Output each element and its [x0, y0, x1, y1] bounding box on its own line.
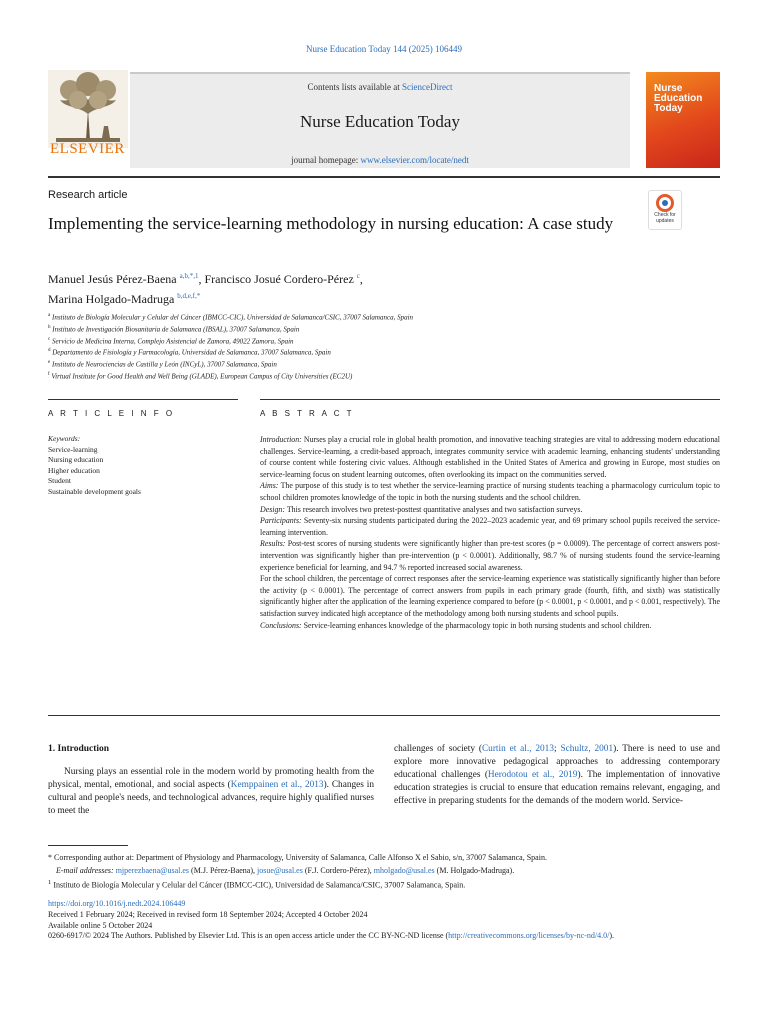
abstract-aims [260, 480, 720, 503]
contents-prefix: Contents lists available at [307, 82, 402, 92]
email-owner: (M.J. Pérez-Baena), [189, 865, 258, 875]
doi-link[interactable]: https://doi.org/10.1016/j.nedt.2024.106449 [48, 899, 186, 908]
article-title: Implementing the service-learning methodology in nursing education: A case study [48, 214, 614, 233]
homepage-prefix: journal homepage: [291, 155, 361, 165]
abstract-text: Nurses play a crucial role in global health promotion, and innovative teaching strategies are vital to addressing modern educational challenges. Service-learning, a credit-based approach, integrates community service with academic learning, enhancing students' understanding of course content while fostering civic values. Although established in the United States of America and growing in Europe, most studies on service-learning focus on student learning outcomes, often overlooking its impact on the communities served. [260, 435, 720, 479]
publication-info [48, 899, 720, 942]
keyword-item: Student [48, 476, 71, 485]
cover-title-line: Today [654, 103, 683, 114]
article-info-heading: A R T I C L E I N F O [48, 409, 175, 418]
body-column-left [48, 743, 374, 818]
affiliation-text: Instituto de Investigación Biosanitaria de Salamanca (IBSAL), 37007 Salamanca, Spain [52, 325, 300, 334]
abstract-results [260, 538, 720, 573]
affiliation-mark: f [48, 372, 50, 378]
abstract-label: Participants: [260, 516, 302, 526]
abstract-label: Design: [260, 504, 285, 514]
affiliation-mark: a [48, 313, 51, 318]
affiliation-item [48, 311, 718, 323]
abstract-divider [260, 399, 720, 400]
author-name[interactable]: Marina Holgado-Madruga [48, 292, 175, 306]
author-list [48, 268, 688, 308]
footnote-text: Corresponding author at: Department of Physiology and Pharmacology, University of Salamanca, Calle Alfonso X el Sabio, s/n, 37007 Salamanca, Spain. [52, 853, 547, 862]
body-text: challenges of society ( [394, 744, 482, 754]
footnote-text: Instituto de Biología Molecular y Celular del Cáncer (IBMCC-CIC), Universidad de Salamanca/CSIC, 37007 Salamanca, Spain. [51, 880, 466, 890]
email-link[interactable]: josue@usal.es [257, 865, 303, 875]
keywords-list [48, 434, 238, 497]
body-text: ). Changes in cultural and people's needs, and technological advances, require highly qualified nurses to meet the [48, 780, 374, 816]
affiliation-text: Instituto de Biología Molecular y Celular del Cáncer (IBMCC-CIC), Universidad de Salamanca/CSIC, 37007 Salamanca, Spain [51, 313, 414, 322]
crossmark-label-line: updates [656, 218, 674, 224]
abstract-text: This research involves two pretest-posttest quantitative analyses and two satisfaction surveys. [284, 504, 583, 514]
journal-masthead [48, 70, 720, 180]
affiliation-item [48, 358, 718, 370]
email-label: E-mail addresses: [56, 865, 114, 875]
elsevier-logo[interactable] [48, 70, 128, 170]
affiliation-mark: e [48, 360, 51, 366]
abstract-label: Aims: [260, 481, 279, 491]
affiliation-item [48, 370, 718, 382]
journal-banner [130, 72, 630, 168]
affiliation-text: Servicio de Medicina Interna, Complejo Asistencial de Zamora, 49022 Zamora, Spain [51, 336, 294, 345]
affiliation-mark: c [48, 336, 51, 342]
abstract-text: Seventy-six nursing students participated during the 2022–2023 academic year, and 69 primary school pupils received the service-learning intervention. [260, 516, 720, 537]
affiliation-item [48, 346, 718, 358]
crossmark-label-line: Check for [654, 212, 676, 218]
body-column-right [394, 743, 720, 808]
abstract-design [260, 504, 720, 516]
abstract-introduction [260, 434, 720, 480]
article-type: Research article [48, 189, 128, 201]
footnote-mark: 1 [48, 879, 52, 886]
body-text: ). There is need to use and explore more innovative pedagogical approaches to addressing contemporary educational challenges ( [394, 744, 720, 780]
affiliation-item [48, 335, 718, 347]
license-text: 0260-6917/© 2024 The Authors. Published by Elsevier Ltd. This is an open access article under the CC BY-NC-ND license ( [48, 931, 449, 941]
keyword-item: Service-learning [48, 444, 98, 454]
homepage-link[interactable]: www.elsevier.com/locate/nedt [360, 155, 469, 165]
affiliation-list [48, 311, 718, 382]
body-text: ; [553, 744, 561, 754]
keywords-label: Keywords: [48, 434, 81, 443]
cover-title [654, 84, 702, 114]
abstract-text: Service-learning enhances knowledge of the pharmacology topic in both nursing students and school children. [301, 620, 652, 630]
footnotes [48, 852, 720, 892]
citation-link[interactable]: Curtin et al., 2013 [481, 744, 554, 754]
keyword-item: Nursing education [48, 455, 104, 464]
footnote-mark: * [48, 853, 52, 862]
corresponding-author-note [48, 852, 720, 864]
abstract-conclusions [260, 620, 720, 632]
abstract-text: The purpose of this study is to test whether the service-learning practice of nursing students teaching a pharmacology curriculum topic to school children promotes knowledge of the topic in both the nursing students and the school children. [260, 481, 720, 502]
online-date: Available online 5 October 2024 [48, 920, 153, 930]
abstract-results-continued: For the school children, the percentage of correct responses after the service-learning experience was statistically significantly higher than before the activity (p < 0.0001). The percentage of correct answers from pupils in each primary grade (fourth, fifth, and sixth) was statistically significantly higher after the application of the learning experience compared to before (p < 0.0001, p < 0.0001, and p < 0.001, respectively). The satisfaction survey indicated high acceptance of the methodology among both nursing students and school pupils. [260, 574, 720, 618]
crossmark-icon [656, 194, 674, 212]
email-owner: (F.J. Cordero-Pérez), [302, 865, 374, 875]
section-title: 1. Introduction [48, 744, 110, 754]
abstract-body [260, 434, 720, 631]
affiliation-text: Instituto de Neurociencias de Castilla y León (INCyL), 37007 Salamanca, Spain [51, 360, 277, 369]
citation-link[interactable]: Kemppainen et al., 2013 [230, 780, 324, 790]
journal-citation[interactable]: Nurse Education Today 144 (2025) 106449 [306, 44, 462, 54]
author-affiliation-marks[interactable]: a,b,*,1 [179, 272, 199, 280]
license-statement [48, 931, 720, 942]
abstract-text: Post-test scores of nursing students were significantly higher than pre-test scores (p = 0.0009). The percentage of correct answers post-intervention was significantly higher than pre-intervention (p < 0.0001). Additionally, 98.7 % of nursing students found the service-learning experience beneficial for learning, and 94.7 % reported increased social awareness. [260, 539, 720, 572]
citation-link[interactable]: Schultz, 2001 [560, 744, 614, 754]
email-owner: (M. Holgado-Madruga). [434, 865, 515, 875]
abstract-heading: A B S T R A C T [260, 409, 354, 418]
elsevier-tree-icon [48, 70, 128, 148]
affiliation-text: Virtual Institute for Good Health and Well Being (GLADE), European Campus of City Universities (EC2U) [51, 372, 353, 381]
affiliation-mark: b [48, 324, 51, 330]
affiliation-mark: d [48, 348, 51, 354]
author-separator: , [359, 272, 363, 286]
body-paragraph [394, 743, 720, 808]
affiliation-item [48, 323, 718, 335]
license-link[interactable]: http://creativecommons.org/licenses/by-nc-nd/4.0/ [448, 931, 610, 941]
header-divider [48, 176, 720, 178]
journal-name: Nurse Education Today [300, 112, 460, 131]
body-text: ). The implementation of innovative education strategies is crucial to ensure that education remains relevant, engaging, and effective in preparing students for the demands of the modern world. Service- [394, 770, 720, 806]
abstract-label: Introduction: [260, 435, 302, 444]
author-affiliation-marks[interactable]: b,d,e,f,* [177, 292, 201, 300]
sciencedirect-link[interactable]: ScienceDirect [402, 82, 453, 92]
body-text: Nursing plays an essential role in the modern world by promoting health from the physical, mental, emotional, and social aspects ( [48, 767, 374, 790]
journal-cover-thumbnail[interactable] [646, 72, 720, 168]
affiliation-text: Departamento de Fisiología y Farmacología, Universidad de Salamanca, 37007 Salamanca, Spain [52, 348, 331, 357]
abstract-participants [260, 515, 720, 538]
publication-dates: Received 1 February 2024; Received in revised form 18 September 2024; Accepted 4 October 2024 [48, 909, 368, 919]
abstract-label: Conclusions: [260, 620, 302, 630]
homepage-line [130, 155, 630, 165]
author-name[interactable]: Francisco Josué Cordero-Pérez [204, 272, 354, 286]
crossmark-label [649, 212, 681, 224]
author-affiliation-marks[interactable]: c [356, 272, 360, 280]
article-info-divider [48, 399, 238, 400]
cover-title-line: Education [654, 93, 703, 104]
abstract-label: Results: [260, 539, 286, 549]
author-name[interactable]: Manuel Jesús Pérez-Baena [48, 272, 177, 286]
keyword-item: Sustainable development goals [48, 486, 141, 496]
affiliation-footnote [48, 877, 720, 891]
license-text: ). [609, 931, 614, 941]
citation-link[interactable]: Herodotou et al., 2019 [487, 770, 578, 780]
check-for-updates-button[interactable] [648, 190, 682, 230]
author-separator: , [198, 272, 205, 286]
body-paragraph [48, 766, 374, 818]
keyword-item: Higher education [48, 465, 100, 475]
elsevier-wordmark: ELSEVIER [50, 141, 125, 157]
cover-title-line: Nurse [654, 83, 683, 94]
email-link[interactable]: mjperezbaena@usal.es [115, 865, 190, 875]
email-link[interactable]: mholgado@usal.es [373, 865, 435, 875]
abstract-bottom-divider [48, 715, 720, 716]
email-addresses [48, 865, 720, 877]
footnote-divider [48, 845, 128, 846]
contents-line [130, 82, 630, 92]
